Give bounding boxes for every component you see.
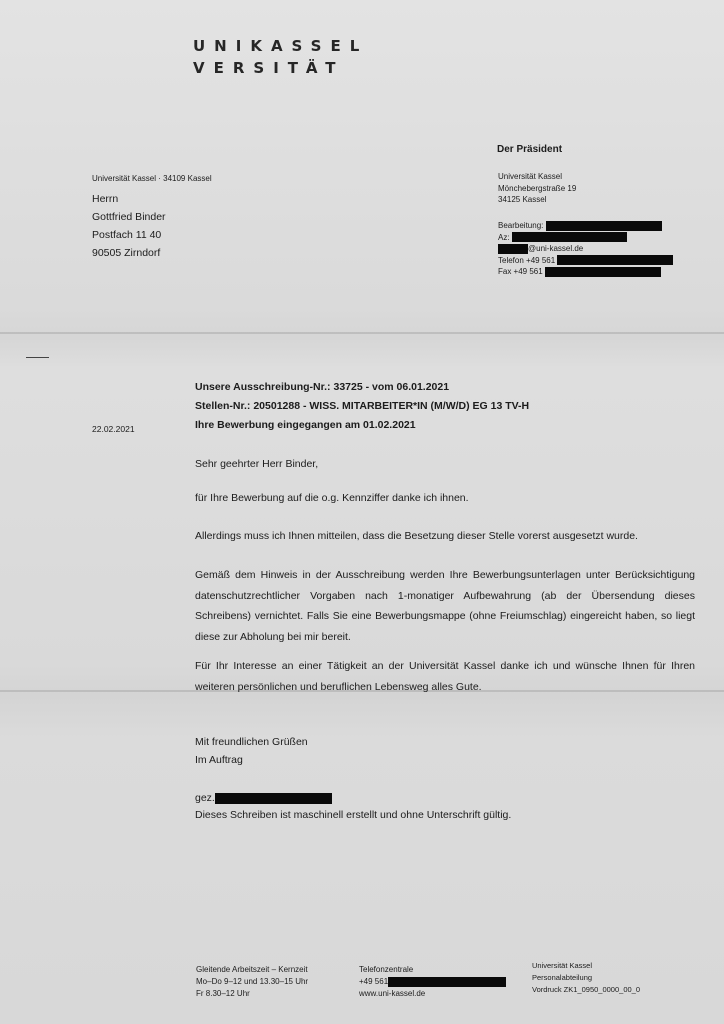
redaction-bar bbox=[498, 244, 528, 254]
closing-im-auftrag: Im Auftrag bbox=[195, 754, 243, 766]
subject-line-3: Ihre Bewerbung eingegangen am 01.02.2021 bbox=[195, 419, 416, 431]
footer-contact bbox=[359, 964, 506, 1000]
gez-label: gez. bbox=[195, 792, 215, 804]
az-label: Az: bbox=[498, 232, 510, 242]
footer-phone: +49 561 bbox=[359, 977, 389, 986]
email-suffix: @uni-kassel.de bbox=[528, 244, 584, 253]
footer-phone-label: Telefonzentrale bbox=[359, 965, 414, 974]
university-logo-line-1: UNIKASSEL bbox=[193, 37, 369, 55]
president-city: 34125 Kassel bbox=[498, 195, 547, 204]
machine-note: Dieses Schreiben ist maschinell erstellt und ohne Unterschrift gültig. bbox=[195, 809, 512, 821]
sender-line: Universität Kassel · 34109 Kassel bbox=[92, 174, 212, 183]
paragraph-3: Gemäß dem Hinweis in der Ausschreibung werden Ihre Bewerbungsunterlagen unter Berücksichtigung datenschutzrechtlicher Vorgaben nach 1-monatiger Aufbewahrung (ab der Übersendung dieses Schreibens) vernichtet. Falls Sie eine Bewerbungsmappe (ohne Freiumschlag) eingereicht haben, so liegt diese zur Abholung bei mir bereit. bbox=[195, 569, 695, 643]
footer-hours-2: Mo–Do 9–12 und 13.30–15 Uhr bbox=[196, 977, 309, 986]
recipient-address bbox=[92, 190, 166, 262]
paragraph-2: Allerdings muss ich Ihnen mitteilen, dass die Besetzung dieser Stelle vorerst ausgesetzt wurde. bbox=[195, 530, 638, 542]
recipient-street: Postfach 11 40 bbox=[92, 229, 162, 241]
recipient-salutation: Herrn bbox=[92, 193, 119, 205]
recipient-name: Gottfried Binder bbox=[92, 211, 166, 223]
footer-org-1: Universität Kassel bbox=[532, 961, 593, 970]
recipient-city: 90505 Zirndorf bbox=[92, 247, 161, 259]
president-org: Universität Kassel bbox=[498, 172, 563, 181]
redaction-bar bbox=[557, 255, 673, 265]
president-street: Mönchebergstraße 19 bbox=[498, 183, 577, 193]
fold-mark bbox=[26, 357, 49, 358]
closing-greeting: Mit freundlichen Grüßen bbox=[195, 736, 308, 748]
redaction-bar bbox=[545, 267, 661, 277]
footer-web: www.uni-kassel.de bbox=[359, 989, 426, 998]
redaction-bar bbox=[215, 793, 332, 804]
footer-org bbox=[532, 960, 640, 996]
footer-hours bbox=[196, 964, 308, 1000]
paragraph-1: für Ihre Bewerbung auf die o.g. Kennziffer danke ich ihnen. bbox=[195, 492, 469, 504]
subject-line-2: Stellen-Nr.: 20501288 - WISS. MITARBEITER*IN (M/W/D) EG 13 TV-H bbox=[195, 400, 530, 412]
greeting: Sehr geehrter Herr Binder, bbox=[195, 458, 319, 470]
redaction-bar bbox=[512, 232, 627, 242]
redaction-bar bbox=[388, 977, 506, 987]
footer-hours-1: Gleitende Arbeitszeit – Kernzeit bbox=[196, 965, 308, 974]
president-address bbox=[498, 171, 576, 206]
subject-line-1: Unsere Ausschreibung-Nr.: 33725 - vom 06.01.2021 bbox=[195, 381, 450, 393]
fax-label: Fax +49 561 bbox=[498, 267, 543, 276]
telefon-label: Telefon +49 561 bbox=[498, 255, 556, 265]
contact-block bbox=[498, 220, 673, 278]
redaction-bar bbox=[546, 221, 662, 231]
paragraph-4: Für Ihr Interesse an einer Tätigkeit an der Universität Kassel danke ich und wünsche Ihnen für Ihren weiteren persönlichen und beruflichen Lebensweg alles Gute. bbox=[195, 660, 695, 693]
footer-hours-3: Fr 8.30–12 Uhr bbox=[196, 989, 250, 998]
letter-date: 22.02.2021 bbox=[92, 424, 135, 434]
footer-form-number: Vordruck ZK1_0950_0000_00_0 bbox=[532, 985, 641, 994]
university-logo-line-2: VERSITÄT bbox=[193, 59, 345, 77]
fold-line bbox=[0, 332, 724, 334]
footer-org-2: Personalabteilung bbox=[532, 973, 593, 982]
bearbeitung-label: Bearbeitung: bbox=[498, 221, 544, 230]
subject-block bbox=[195, 378, 529, 435]
president-title: Der Präsident bbox=[497, 144, 563, 155]
